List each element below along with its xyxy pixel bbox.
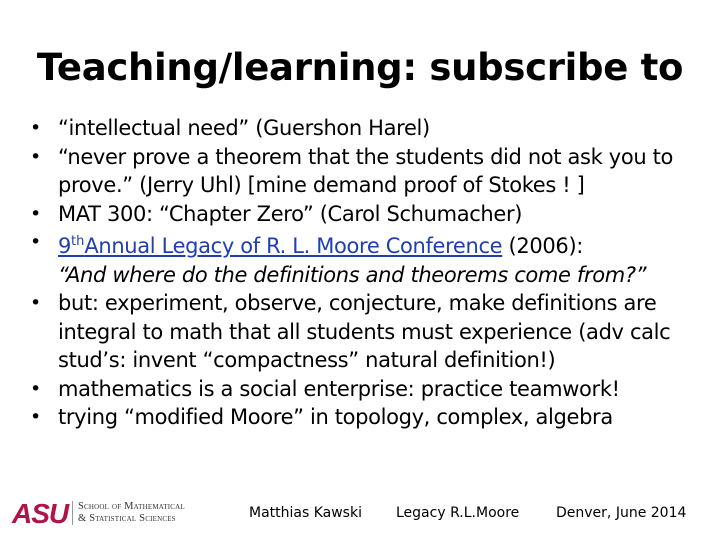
conference-year: (2006):	[502, 234, 584, 258]
footer-author: Matthias Kawski	[249, 505, 362, 521]
bullet-icon: •	[30, 145, 41, 168]
school-name-line2: & Statistical Sciences	[78, 513, 176, 524]
bullet-item	[30, 403, 710, 432]
bullet-item	[30, 143, 710, 200]
logo-divider	[72, 501, 73, 525]
footer-place-date: Denver, June 2014	[556, 505, 687, 521]
bullet-text: MAT 300: “Chapter Zero” (Carol Schumacher)	[58, 201, 523, 226]
bullet-text: but: experiment, observe, conjecture, make definitions are integral to math that all students must experience (adv calc stud’s: invent “compactness” natural definition!)	[58, 291, 671, 372]
bullet-icon: •	[30, 202, 41, 225]
bullet-text: trying “modified Moore” in topology, complex, algebra	[58, 405, 613, 429]
bullet-icon: •	[30, 117, 41, 139]
slide-footer	[0, 497, 720, 529]
school-name	[78, 501, 185, 525]
bullet-icon: •	[30, 377, 41, 400]
conference-number: 9	[58, 234, 72, 258]
bullet-text: “intellectual need” (Guershon Harel)	[58, 116, 430, 140]
footer-event: Legacy R.L.Moore	[396, 505, 520, 521]
bullet-item	[30, 375, 710, 404]
bullet-item	[30, 114, 710, 143]
conference-link[interactable]	[58, 234, 502, 258]
bullet-icon: •	[30, 292, 41, 314]
bullet-text: mathematics is a social enterprise: practice teamwork!	[58, 376, 620, 401]
bullet-list	[30, 114, 710, 432]
bullet-item	[30, 289, 710, 375]
bullet-icon: •	[30, 406, 41, 428]
conference-link-text: Annual Legacy of R. L. Moore Conference	[84, 234, 503, 258]
bullet-text: “never prove a theorem that the students did not ask you to prove.” (Jerry Uhl) [mine demand proof of Stokes ! ]	[58, 144, 674, 197]
slide-title: Teaching/learning: subscribe to	[36, 46, 684, 89]
bullet-icon: •	[30, 231, 41, 253]
bullet-item	[30, 228, 710, 289]
ordinal-suffix: th	[71, 234, 85, 249]
asu-logo-icon: ASU	[12, 498, 69, 529]
conference-quote: “And where do the definitions and theorems come from?”	[58, 262, 647, 287]
bullet-item	[30, 200, 710, 229]
school-name-line1: School of Mathematical	[78, 501, 185, 512]
